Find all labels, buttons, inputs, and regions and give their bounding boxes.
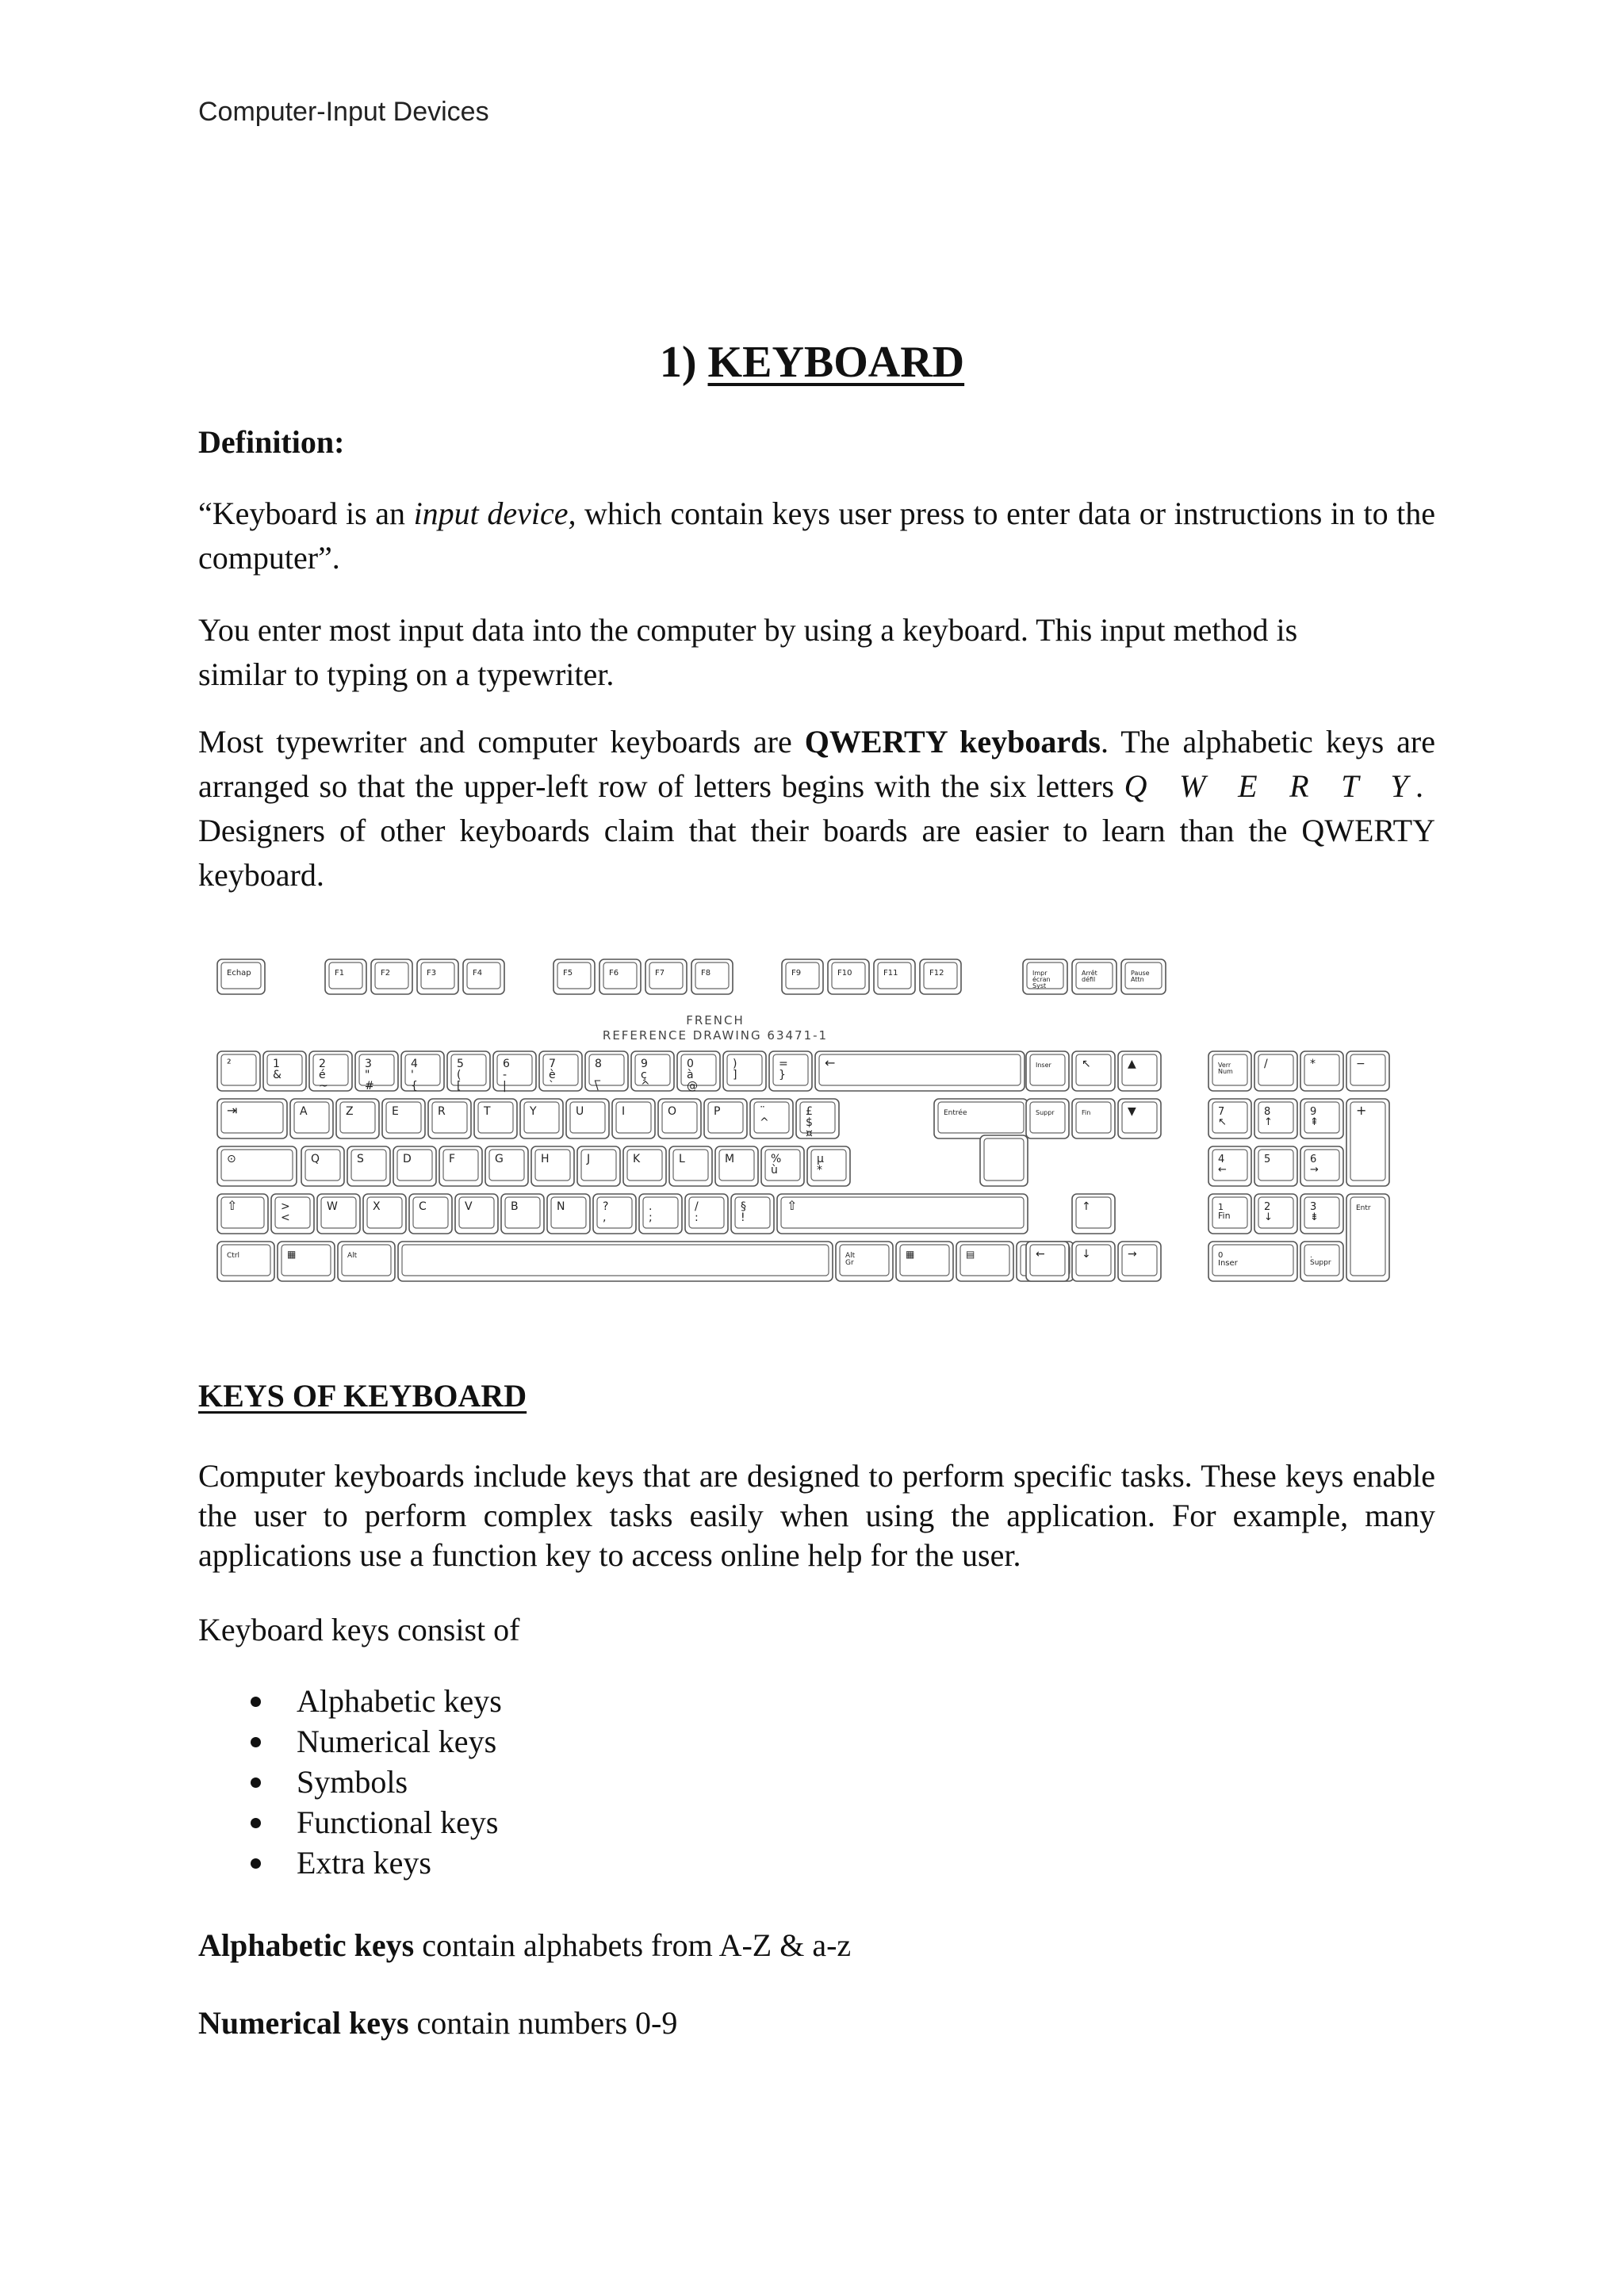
key-numpad xyxy=(1300,1099,1343,1138)
key-label: ↑ xyxy=(1082,1200,1091,1213)
key-label: Fin xyxy=(1218,1211,1231,1221)
key-capslock xyxy=(217,1146,297,1186)
key-label: F7 xyxy=(655,969,665,978)
key-label: ~ xyxy=(319,1080,328,1093)
key-label: Entrée xyxy=(944,1109,967,1117)
key-letter xyxy=(382,1099,425,1138)
key-letter xyxy=(455,1194,498,1234)
key-number-row xyxy=(769,1051,812,1091)
definition-start: “Keyboard is an xyxy=(198,496,414,531)
key-letter xyxy=(393,1146,436,1186)
qwerty-bold: QWERTY keyboards xyxy=(804,724,1101,760)
key-label: L xyxy=(679,1153,685,1165)
key-label: F3 xyxy=(427,969,437,978)
key-numpad-zero xyxy=(1208,1242,1297,1281)
key-label: 6 xyxy=(1310,1154,1317,1165)
key-label: ← xyxy=(1036,1248,1045,1261)
input-paragraph: You enter most input data into the computer by using a keyboard. This input method is similar to typing on a typewriter. xyxy=(198,612,1298,692)
list-item xyxy=(198,1802,833,1843)
key-label: Echap xyxy=(227,969,251,978)
key-label: Suppr xyxy=(1036,1109,1055,1116)
list-item-label: Alphabetic keys xyxy=(297,1683,502,1719)
key-letter xyxy=(301,1146,344,1186)
key-label: Fin xyxy=(1082,1109,1091,1116)
key-delete xyxy=(1026,1099,1069,1138)
key-label: D xyxy=(403,1153,412,1165)
section-title xyxy=(0,337,1624,388)
numerical-label: Numerical keys xyxy=(198,2005,409,2041)
key-label: I xyxy=(622,1105,626,1118)
key-label: ← xyxy=(1218,1164,1227,1176)
key-number-row xyxy=(309,1051,352,1093)
key-label: * xyxy=(1310,1058,1316,1070)
key-label: − xyxy=(1356,1058,1365,1070)
qwerty-paragraph xyxy=(198,720,1435,897)
key-label: T xyxy=(484,1105,491,1118)
key-f11 xyxy=(874,959,915,994)
key-label: ↑ xyxy=(1264,1116,1273,1128)
key-label: ^ xyxy=(760,1116,769,1129)
key-label: . xyxy=(1310,1252,1312,1260)
key-label: ▦ xyxy=(287,1249,297,1260)
key-f8 xyxy=(691,959,733,994)
key-label: \ xyxy=(595,1080,599,1093)
bullet-icon xyxy=(251,1737,261,1747)
key-label: à xyxy=(687,1069,694,1081)
key-label: Syst xyxy=(1032,982,1047,989)
key-label: % xyxy=(771,1153,782,1165)
key-system xyxy=(1121,959,1166,994)
key-label: → xyxy=(1310,1164,1319,1176)
key-pagedown xyxy=(1118,1099,1161,1138)
key-label: = xyxy=(779,1058,788,1070)
key-label: & xyxy=(273,1069,282,1081)
key-label: F2 xyxy=(381,969,391,978)
key-label: J xyxy=(587,1153,591,1165)
key-numpad xyxy=(1254,1099,1297,1138)
key-label: F6 xyxy=(609,969,619,978)
key-label: K xyxy=(633,1153,641,1165)
key-numpad xyxy=(1254,1051,1297,1091)
bullet-icon xyxy=(251,1858,261,1869)
key-label: ¨ xyxy=(760,1105,765,1118)
key-label: ' xyxy=(411,1069,414,1081)
key-letter xyxy=(669,1146,712,1186)
key-label: U xyxy=(576,1105,584,1118)
key-number-row xyxy=(401,1051,444,1093)
key-label: Z xyxy=(346,1105,354,1118)
list-item-label: Extra keys xyxy=(297,1845,431,1881)
key-label: F xyxy=(449,1153,456,1165)
key-number-row xyxy=(447,1051,490,1093)
key-label: 4 xyxy=(1218,1154,1225,1165)
key-numpad xyxy=(1208,1146,1251,1186)
list-item xyxy=(198,1681,833,1721)
key-letter xyxy=(547,1194,590,1234)
key-letter xyxy=(658,1099,701,1138)
key-label: ▦ xyxy=(906,1249,915,1260)
key-numpad xyxy=(1346,1051,1389,1091)
key-label: 2 xyxy=(1264,1201,1271,1213)
key-letter xyxy=(750,1099,793,1138)
key-label: # xyxy=(365,1080,374,1093)
key-enter xyxy=(934,1099,1028,1138)
key-label: ( xyxy=(457,1069,462,1081)
key-label: 7 xyxy=(549,1058,556,1070)
key-letter xyxy=(501,1194,544,1234)
numerical-text: contain numbers 0-9 xyxy=(408,2005,678,2041)
key-letter xyxy=(761,1146,804,1186)
key-f10 xyxy=(828,959,869,994)
keys-list xyxy=(198,1681,833,1883)
key-number-row xyxy=(539,1051,582,1093)
key-f5 xyxy=(553,959,595,994)
running-header: Computer-Input Devices xyxy=(198,97,489,127)
key-letter xyxy=(731,1194,774,1234)
alphabetic-line xyxy=(198,1923,1435,1968)
key-numpad-plus xyxy=(1346,1099,1389,1186)
key-label: G xyxy=(495,1153,504,1165)
key-label: { xyxy=(411,1080,418,1093)
key-label: ⊙ xyxy=(227,1153,236,1165)
key-label: V xyxy=(465,1200,473,1213)
key-ctrl-left xyxy=(217,1242,274,1281)
bullet-icon xyxy=(251,1818,261,1828)
key-label: . xyxy=(649,1200,653,1213)
key-label: F9 xyxy=(791,969,802,978)
key-letter xyxy=(612,1099,655,1138)
key-backspace xyxy=(815,1051,1025,1091)
key-label: X xyxy=(373,1200,381,1213)
key-label: * xyxy=(817,1164,822,1177)
list-item xyxy=(198,1762,833,1802)
key-label: 7 xyxy=(1218,1106,1225,1118)
key-label: ⇧ xyxy=(227,1198,238,1213)
key-letter xyxy=(520,1099,563,1138)
key-letter xyxy=(715,1146,758,1186)
key-windows-left xyxy=(278,1242,335,1281)
key-label: 9 xyxy=(641,1058,648,1070)
key-letter xyxy=(685,1194,728,1234)
key-letter xyxy=(428,1099,471,1138)
key-label: - xyxy=(503,1069,508,1081)
key-label: Verr xyxy=(1218,1062,1231,1069)
key-label: M xyxy=(725,1153,735,1165)
keys-heading: KEYS OF KEYBOARD xyxy=(198,1378,527,1414)
key-label: Alt xyxy=(347,1252,358,1260)
definition-label: Definition: xyxy=(198,424,345,460)
key-label: $ xyxy=(806,1116,813,1129)
key-label: B xyxy=(511,1200,519,1213)
keys-paragraph: Computer keyboards include keys that are designed to perform specific tasks. These keys enable the user to perform complex tasks easily when using the application. For example, many applications use a function key to access online help for the user. xyxy=(198,1458,1435,1573)
key-label: § xyxy=(741,1200,746,1213)
key-label: 3 xyxy=(365,1058,372,1070)
key-label: ^ xyxy=(641,1080,650,1093)
key-letter xyxy=(807,1146,850,1186)
key-label: : xyxy=(695,1211,699,1224)
key-label: ↖ xyxy=(1218,1116,1227,1128)
key-label: F10 xyxy=(837,969,852,978)
key-label: ! xyxy=(741,1211,745,1224)
key-number-row xyxy=(355,1051,398,1093)
key-f4 xyxy=(463,959,504,994)
key-letter xyxy=(593,1194,636,1234)
key-numpad xyxy=(1300,1194,1343,1234)
key-label: Impr xyxy=(1032,970,1048,977)
key-label: 0 xyxy=(687,1058,694,1070)
key-label: R xyxy=(438,1105,446,1118)
list-item-label: Numerical keys xyxy=(297,1724,497,1759)
key-label: W xyxy=(327,1200,338,1213)
key-f1 xyxy=(325,959,366,994)
qwerty-start: Most typewriter and computer keyboards are xyxy=(198,724,805,760)
drawing-caption-line2: REFERENCE DRAWING 63471-1 xyxy=(602,1028,829,1043)
key-insert xyxy=(1026,1051,1069,1091)
key-tab xyxy=(217,1099,287,1138)
key-end xyxy=(1072,1099,1115,1138)
key-label: F4 xyxy=(473,969,483,978)
list-item xyxy=(198,1721,833,1762)
key-label: ↓ xyxy=(1264,1211,1273,1223)
definition-text xyxy=(198,492,1435,580)
key-letter xyxy=(439,1146,482,1186)
key-alt xyxy=(338,1242,395,1281)
key-label: F1 xyxy=(335,969,345,978)
key-letter xyxy=(317,1194,360,1234)
key-letter xyxy=(336,1099,379,1138)
key-number-row xyxy=(677,1051,720,1093)
key-label: ç xyxy=(641,1069,647,1081)
numerical-line xyxy=(198,2001,1435,2045)
key-label: " xyxy=(365,1069,370,1081)
key-f2 xyxy=(371,959,412,994)
key-label: H xyxy=(541,1153,550,1165)
key-label: Q xyxy=(311,1153,320,1165)
bullet-icon xyxy=(251,1697,261,1707)
key-label: 9 xyxy=(1310,1106,1317,1118)
key-label: 5 xyxy=(1264,1154,1271,1165)
key-shift-right xyxy=(777,1194,1028,1234)
key-label: | xyxy=(503,1080,507,1093)
key-label: Inser xyxy=(1218,1259,1238,1268)
key-label: 1 xyxy=(273,1058,280,1070)
key-f12 xyxy=(920,959,961,994)
key-f7 xyxy=(645,959,687,994)
key-number-row xyxy=(723,1051,766,1091)
key-numpad-enter xyxy=(1346,1194,1389,1281)
key-altgr xyxy=(836,1242,893,1281)
key-arrow-right xyxy=(1118,1242,1161,1281)
key-letter xyxy=(531,1146,574,1186)
section-number: 1) xyxy=(659,338,697,387)
key-label: 8 xyxy=(1264,1106,1271,1118)
key-system xyxy=(1023,959,1067,994)
key-letter xyxy=(271,1194,314,1234)
definition-term: input device, xyxy=(413,496,576,531)
key-letter xyxy=(290,1099,333,1138)
key-label: Alt xyxy=(845,1252,856,1260)
key-label: 2 xyxy=(319,1058,326,1070)
key-label: > xyxy=(281,1200,290,1213)
qwerty-middle: . The alphabetic keys are arranged so that the upper-left row of letters begins with the six letters xyxy=(198,724,1435,804)
key-label: P xyxy=(714,1105,721,1118)
definition-rest: which contain keys user press to enter data or instructions in to the computer”. xyxy=(198,496,1436,576)
key-label: 1 xyxy=(1218,1202,1224,1212)
key-pageup xyxy=(1118,1051,1161,1091)
key-label: ⇥ xyxy=(227,1103,238,1118)
key-label: ? xyxy=(603,1200,609,1213)
key-label: è xyxy=(549,1069,556,1081)
key-numpad-decimal xyxy=(1300,1242,1343,1281)
key-label: / xyxy=(1264,1058,1268,1070)
key-numpad xyxy=(1208,1099,1251,1138)
key-label: ² xyxy=(227,1058,232,1070)
key-label: 4 xyxy=(411,1058,418,1070)
key-letter xyxy=(363,1194,406,1234)
key-label: ↓ xyxy=(1082,1248,1091,1261)
list-item-label: Functional keys xyxy=(297,1804,499,1840)
key-label: N xyxy=(557,1200,565,1213)
key-label: ¤ xyxy=(806,1127,813,1140)
key-label: Entr xyxy=(1356,1204,1371,1212)
key-label: Num xyxy=(1218,1068,1233,1075)
key-label: S xyxy=(357,1153,364,1165)
key-label: ] xyxy=(733,1069,737,1081)
key-label: ⇧ xyxy=(787,1198,798,1213)
key-f6 xyxy=(599,959,641,994)
section-heading: KEYBOARD xyxy=(707,338,965,387)
key-numlock xyxy=(1208,1051,1251,1091)
list-item xyxy=(198,1843,833,1883)
key-f9 xyxy=(782,959,823,994)
key-number-row xyxy=(217,1051,260,1091)
key-label: O xyxy=(668,1105,677,1118)
key-label: F11 xyxy=(883,969,898,978)
keyboard-drawing xyxy=(214,950,1419,1303)
key-numpad xyxy=(1300,1146,1343,1186)
key-label: défil xyxy=(1082,976,1096,983)
alphabetic-text: contain alphabets from A-Z & a-z xyxy=(414,1927,852,1963)
key-letter xyxy=(796,1099,839,1140)
key-label: Gr xyxy=(845,1259,854,1267)
key-label: ▤ xyxy=(966,1249,975,1260)
key-label: é xyxy=(319,1069,326,1081)
key-arrow-up xyxy=(1072,1194,1115,1234)
key-letter xyxy=(623,1146,666,1186)
key-system xyxy=(1072,959,1116,994)
key-label: µ xyxy=(817,1153,824,1165)
key-label: ▲ xyxy=(1128,1058,1136,1070)
key-label: écran xyxy=(1032,976,1051,983)
key-label: F5 xyxy=(563,969,573,978)
key-label: E xyxy=(392,1105,399,1118)
key-label: < xyxy=(281,1211,290,1224)
keys-consist: Keyboard keys consist of xyxy=(198,1612,520,1647)
key-label: F8 xyxy=(701,969,711,978)
key-number-row xyxy=(263,1051,306,1091)
key-label: [ xyxy=(457,1080,462,1093)
qwerty-end: Designers of other keyboards claim that their boards are easier to learn than the QWERTY keyboard. xyxy=(198,813,1435,893)
key-shift-left xyxy=(217,1194,268,1234)
key-label: } xyxy=(779,1069,786,1081)
key-numpad xyxy=(1208,1194,1251,1234)
key-label: £ xyxy=(806,1105,813,1118)
key-letter xyxy=(577,1146,620,1186)
key-space xyxy=(398,1242,833,1281)
drawing-caption-line1: FRENCH xyxy=(686,1013,745,1027)
qwerty-letters: Q W E R T Y. xyxy=(1124,768,1435,804)
key-label: ) xyxy=(733,1058,737,1070)
bullet-icon xyxy=(251,1777,261,1788)
key-letter xyxy=(639,1194,682,1234)
key-label: Ctrl xyxy=(227,1252,240,1260)
key-label: Arrêt xyxy=(1082,970,1097,977)
key-home xyxy=(1072,1051,1115,1091)
key-label: Attn xyxy=(1131,976,1144,983)
key-label: A xyxy=(300,1105,308,1118)
key-label: Suppr xyxy=(1310,1259,1331,1267)
key-number-row xyxy=(493,1051,536,1093)
key-label: ` xyxy=(549,1080,554,1093)
key-label: F12 xyxy=(929,969,944,978)
key-label: ← xyxy=(825,1055,836,1070)
key-label: 6 xyxy=(503,1058,510,1070)
key-letter xyxy=(566,1099,609,1138)
key-label: ù xyxy=(771,1164,778,1177)
key-enter-lower xyxy=(980,1135,1028,1186)
key-label: ⇞ xyxy=(1310,1116,1319,1128)
key-escape xyxy=(217,959,265,994)
key-label: , xyxy=(603,1211,607,1224)
key-label: ↖ xyxy=(1082,1058,1091,1070)
key-label: / xyxy=(695,1200,699,1213)
key-letter xyxy=(485,1146,528,1186)
key-label: @ xyxy=(687,1080,698,1093)
key-label: → xyxy=(1128,1248,1137,1261)
key-label: 5 xyxy=(457,1058,464,1070)
key-numpad xyxy=(1254,1146,1297,1186)
key-numpad xyxy=(1300,1051,1343,1091)
key-label: _ xyxy=(595,1069,600,1081)
list-item-label: Symbols xyxy=(297,1764,408,1800)
key-label: ⇟ xyxy=(1310,1211,1319,1223)
key-arrow-down xyxy=(1072,1242,1115,1281)
key-letter xyxy=(409,1194,452,1234)
key-label: Pause xyxy=(1131,970,1150,977)
key-label: 0 xyxy=(1218,1251,1224,1260)
key-number-row xyxy=(585,1051,628,1093)
key-label: C xyxy=(419,1200,427,1213)
key-menu xyxy=(956,1242,1013,1281)
key-label: ▼ xyxy=(1128,1105,1136,1118)
alphabetic-label: Alphabetic keys xyxy=(198,1927,415,1963)
key-arrow-left xyxy=(1026,1242,1069,1281)
key-label: Inser xyxy=(1036,1062,1051,1069)
key-label: 8 xyxy=(595,1058,602,1070)
key-letter xyxy=(347,1146,390,1186)
key-label: ; xyxy=(649,1211,653,1224)
key-f3 xyxy=(417,959,458,994)
key-windows-right xyxy=(896,1242,953,1281)
key-numpad xyxy=(1254,1194,1297,1234)
key-letter xyxy=(474,1099,517,1138)
key-letter xyxy=(704,1099,747,1138)
key-label: + xyxy=(1356,1103,1367,1118)
key-label: 3 xyxy=(1310,1201,1317,1213)
key-number-row xyxy=(631,1051,674,1093)
key-label: Y xyxy=(530,1105,537,1118)
